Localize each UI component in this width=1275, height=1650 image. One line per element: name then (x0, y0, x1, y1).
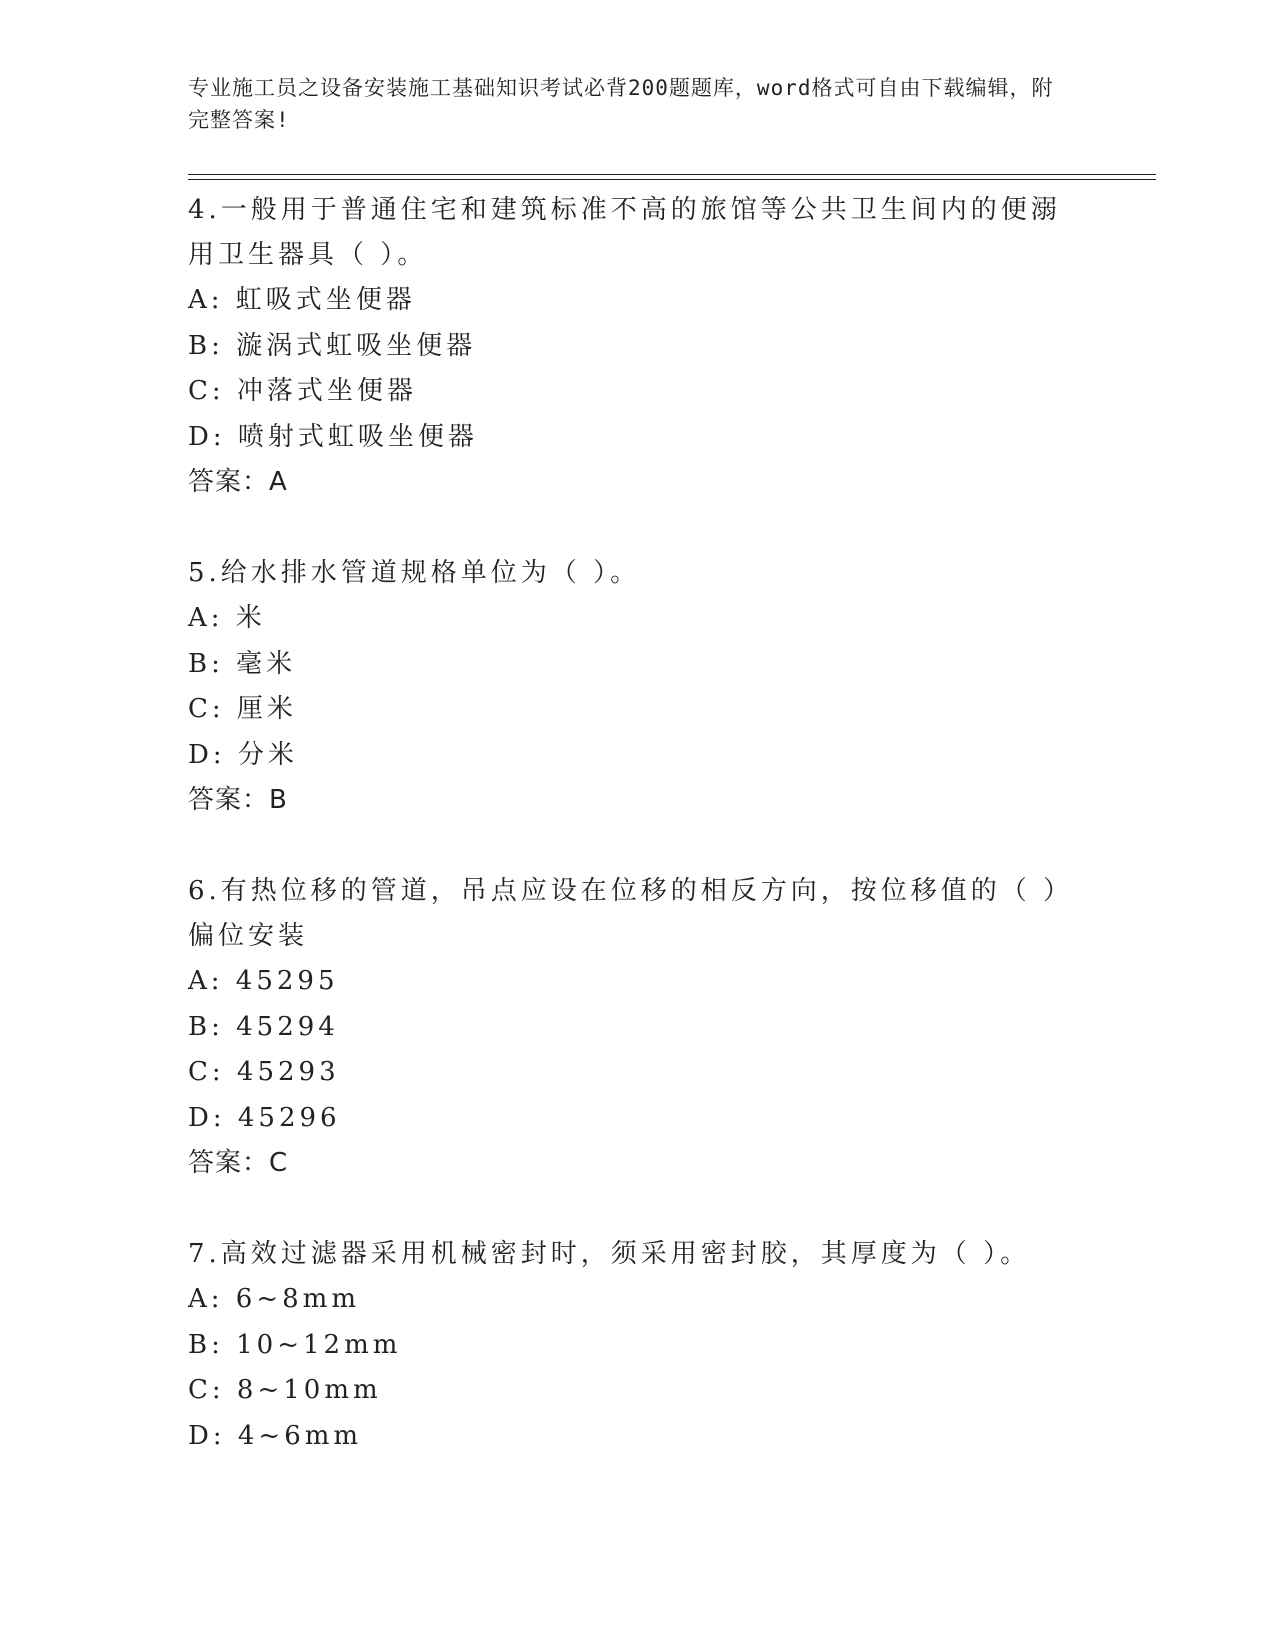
option-a: A: 米 (188, 603, 266, 633)
question-text: 7.高效过滤器采用机械密封时，须采用密封胶，其厚度为（ ）。 (188, 1239, 1031, 1269)
header-rule-bottom (188, 179, 1156, 180)
question-text: 4.一般用于普通住宅和建筑标准不高的旅馆等公共卫生间内的便溺用卫生器具（ ）。 (188, 195, 1061, 270)
answer-line: 答案：A (188, 467, 288, 497)
option-c: C: 8~10mm (188, 1375, 382, 1405)
answer-line: 答案：C (188, 1148, 289, 1178)
question-item (188, 869, 1088, 1186)
option-c: C: 冲落式坐便器 (188, 376, 417, 406)
option-a: A: 虹吸式坐便器 (188, 285, 416, 315)
document-header: 专业施工员之设备安装施工基础知识考试必背200题题库，word格式可自由下载编辑，附完整答案! (188, 76, 1054, 132)
option-c: C: 45293 (188, 1057, 340, 1087)
option-d: D: 45296 (188, 1102, 341, 1133)
answer-line: 答案：B (188, 785, 288, 815)
option-d: D: 4~6mm (188, 1420, 363, 1451)
option-a: A: 6~8mm (188, 1284, 360, 1314)
option-d: D: 喷射式虹吸坐便器 (188, 421, 478, 452)
question-list (188, 188, 1088, 1505)
question-text: 6.有热位移的管道，吊点应设在位移的相反方向，按位移值的（ ）偏位安装 (188, 876, 1074, 951)
question-item (188, 188, 1088, 505)
header-rule-top (188, 174, 1156, 175)
option-c: C: 厘米 (188, 694, 297, 724)
option-d: D: 分米 (188, 739, 298, 770)
option-a: A: 45295 (188, 966, 339, 996)
question-text: 5.给水排水管道规格单位为（ ）。 (188, 558, 641, 588)
option-b: B: 45294 (188, 1011, 339, 1042)
option-b: B: 漩涡式虹吸坐便器 (188, 330, 477, 361)
question-item (188, 1232, 1088, 1459)
question-item (188, 551, 1088, 823)
option-b: B: 10~12mm (188, 1329, 402, 1360)
option-b: B: 毫米 (188, 648, 297, 679)
